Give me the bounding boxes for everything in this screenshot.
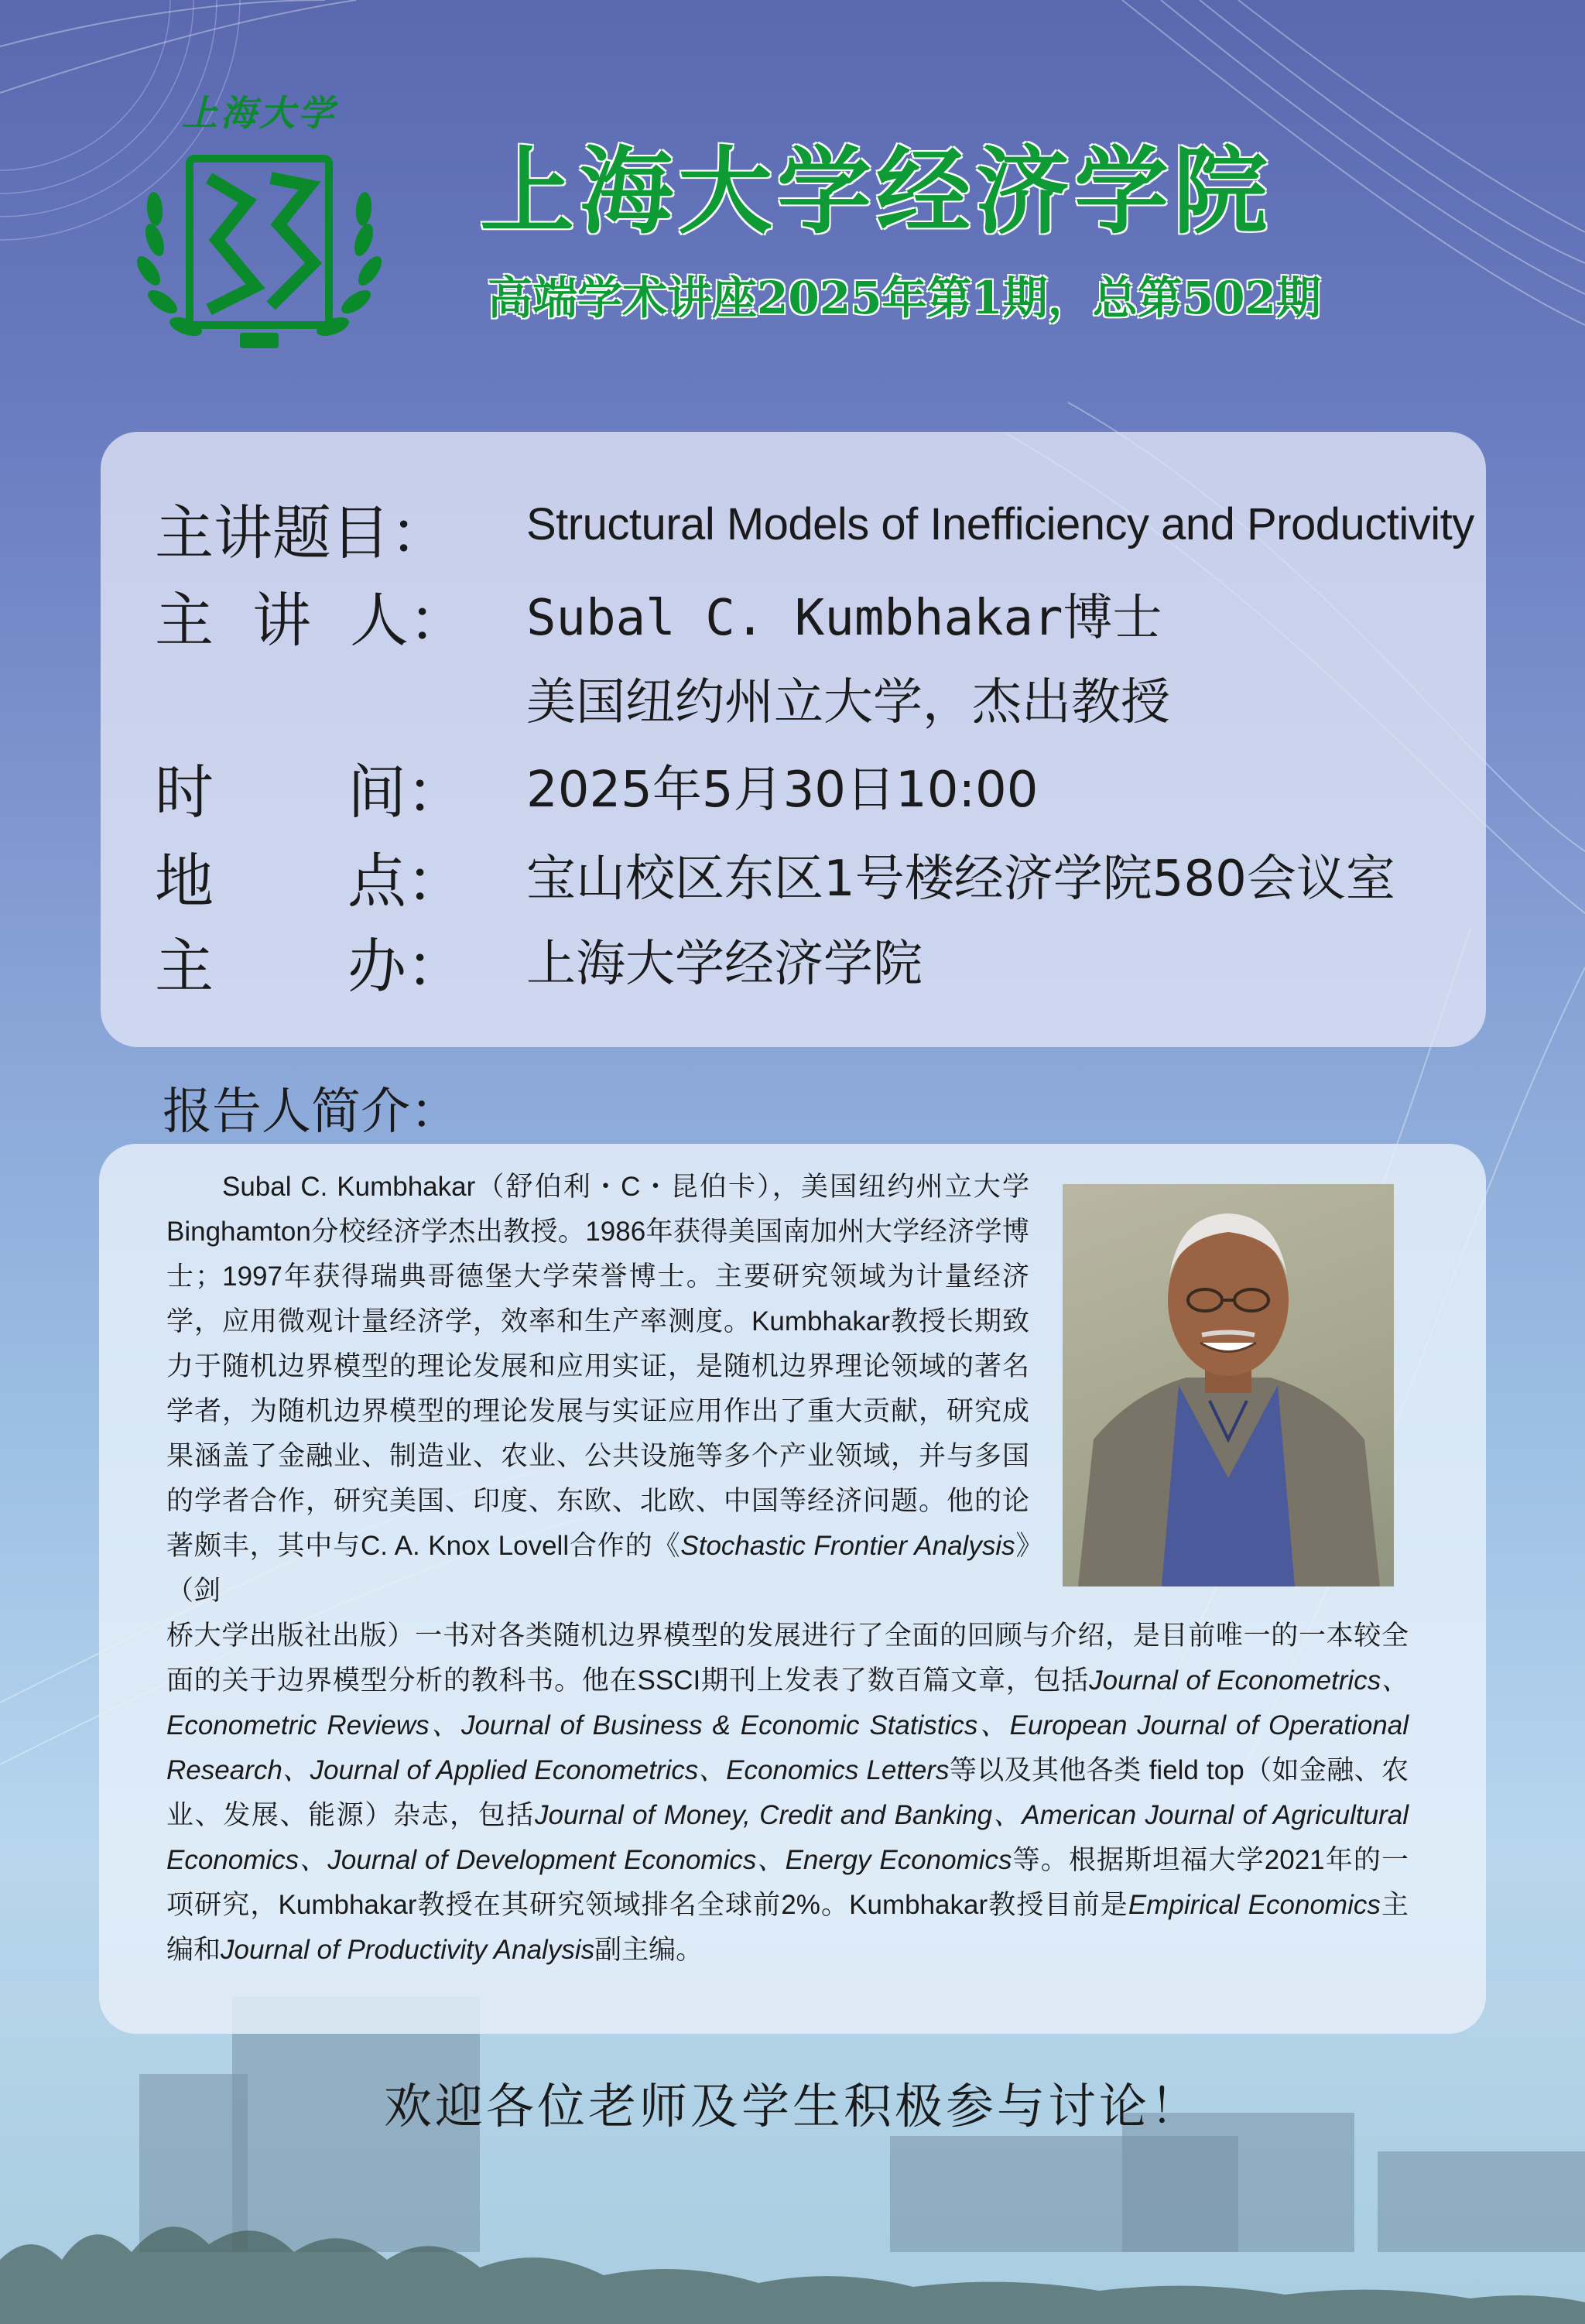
time-value: 2025年5月30日10:00 [526,762,1039,819]
speaker-affiliation: 美国纽约州立大学，杰出教授 [526,674,1170,731]
host-label: 主 办： [155,932,465,1001]
time-label: 时 间： [155,758,465,827]
logo-university-name: 上海大学 [182,92,337,134]
bio-heading: 报告人简介： [163,1083,460,1141]
school-title: 上海大学经济学院 [480,135,1272,247]
bio-text [166,1165,1409,1973]
speaker-value: Subal C. Kumbhakar博士 [526,590,1162,647]
bio-paragraph: Subal C. Kumbhakar（舒伯利・C・昆伯卡），美国纽约州立大学Binghamton分校经济学杰出教授。1986年获得美国南加州大学经济学博士；1997年获得瑞典哥德堡大学荣誉博士。主要研究领域为计量经济学，应用微观计量经济学，效率和生产率测度。Kumbhakar教授长期致力于随机边界模型的理论发展和应用实证，是随机边界理论领域的著名学者，为随机边界模型的理论发展与实证应用作出了重大贡献，研究成果涵盖了金融业、制造业、农业、公共设施等多个产业领域，并与多国的学者合作，研究美国、印度、东欧、北欧、中国等经济问题。他的论著颇丰，其中与C. A. Knox Lovell合作的《Stochastic Frontier Analysis》（剑 [166,1172,1029,1606]
bio-paragraph-continued: 桥大学出版社出版）一书对各类随机边界模型的发展进行了全面的回顾与介绍，是目前唯一的一本较全面的关于边界模型分析的教科书。他在SSCI期刊上发表了数百篇文章，包括Journal of Econometrics、Econometric Reviews、Journal of Business & Economic Statistics、European Journal of Operational Research、Journal of Applied Econometrics、Economics Letters等以及其他各类 field top（如金融、农业、发展、能源）杂志，包括Journal of Money, Credit and Banking、American Journal of Agricultural Economics、Journal of Development Economics、Energy Economics等。根据斯坦福大学2021年的一项研究，Kumbhakar教授在其研究领域排名全球前2%。Kumbhakar教授目前是Empirical Economics主编和Journal of Productivity Analysis副主编。 [166,1621,1409,1965]
place-label: 地 点： [155,847,465,916]
lecture-info-panel [101,432,1486,1047]
topic-value: Structural Models of Inefficiency and Productivity [526,499,1474,549]
host-value: 上海大学经济学院 [526,936,923,993]
lecture-series-subtitle: 高端学术讲座2025年第1期，总第502期 [488,272,1321,324]
welcome-message: 欢迎各位老师及学生积极参与讨论！ [383,2078,1201,2134]
speaker-label: 主 讲 人： [155,586,467,655]
topic-label: 主讲题目： [155,498,449,567]
place-value: 宝山校区东区1号楼经济学院580会议室 [526,851,1395,908]
